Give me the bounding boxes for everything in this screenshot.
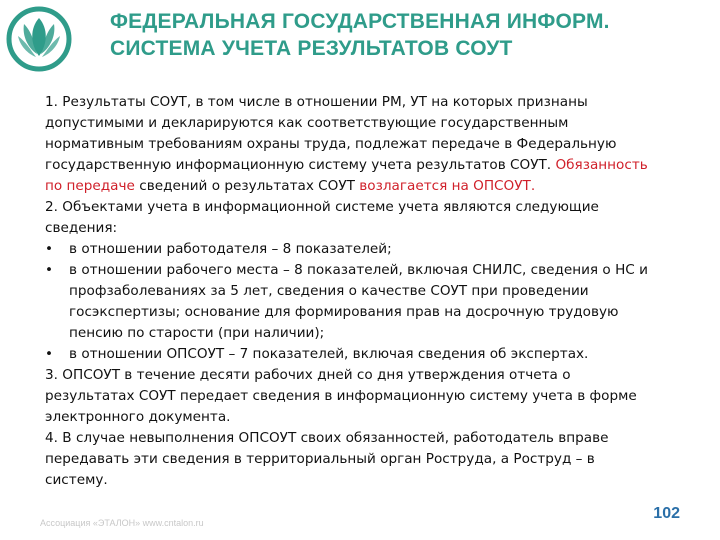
- list-item: [45, 344, 685, 365]
- page-number: 102: [653, 505, 680, 522]
- text-line: передавать эти сведения в территориальный орган Роструда, а Роструд – в: [45, 451, 595, 467]
- text-line: результатах СОУТ передает сведения в информационную систему учета в форме: [45, 388, 637, 404]
- text-line: допустимыми и декларируются как соответствующие государственным: [45, 115, 569, 131]
- bullet-icon: •: [45, 241, 54, 257]
- slide-header: [0, 0, 720, 78]
- list-item-text: в отношении ОПСОУТ – 7 показателей, включая сведения об экспертах.: [69, 346, 589, 362]
- footer-organization: Ассоциация «ЭТАЛОН» www.cntalon.ru: [40, 518, 204, 528]
- text-line: [45, 176, 685, 197]
- text-line: сведения:: [45, 220, 118, 236]
- highlighted-text: Обязанность: [555, 157, 648, 173]
- bullet-icon: •: [45, 346, 54, 362]
- text-fragment: государственную информационную систему учета результатов СОУТ.: [45, 157, 556, 173]
- text-line: 4. В случае невыполнения ОПСОУТ своих обязанностей, работодатель вправе: [45, 430, 609, 446]
- ring-leaf-logo-icon: [6, 6, 72, 72]
- text-line: 3. ОПСОУТ в течение десяти рабочих дней со дня утверждения отчета о: [45, 367, 571, 383]
- list-item-continuation: госэкспертизы; основание для формирования прав на досрочную трудовую: [69, 304, 619, 320]
- text-line: систему.: [45, 472, 108, 488]
- text-fragment: сведений о результатах СОУТ: [134, 178, 360, 194]
- title-line-2: СИСТЕМА УЧЕТА РЕЗУЛЬТАТОВ СОУТ: [110, 37, 513, 60]
- slide-title: [110, 8, 710, 62]
- text-line: 1. Результаты СОУТ, в том числе в отношении РМ, УТ на которых признаны: [45, 94, 588, 110]
- text-line: [45, 155, 685, 176]
- highlighted-text: по передаче: [45, 178, 135, 194]
- text-line: нормативным требованиям охраны труда, подлежат передаче в Федеральную: [45, 136, 617, 152]
- list-item-text: в отношении рабочего места – 8 показателей, включая СНИЛС, сведения о НС и: [69, 262, 648, 278]
- list-item-continuation: профзаболеваниях за 5 лет, сведения о качестве СОУТ при проведении: [69, 283, 589, 299]
- slide-body: [45, 92, 685, 491]
- list-item: [45, 239, 685, 260]
- highlighted-text: возлагается на ОПСОУТ.: [359, 178, 536, 194]
- bullet-icon: •: [45, 262, 54, 278]
- list-item: [45, 260, 685, 281]
- list-item-text: в отношении работодателя – 8 показателей;: [69, 241, 392, 257]
- list-item-continuation: пенсию по старости (при наличии);: [69, 325, 325, 341]
- text-line: электронного документа.: [45, 409, 231, 425]
- title-line-1: ФЕДЕРАЛЬНАЯ ГОСУДАРСТВЕННАЯ ИНФОРМ.: [110, 10, 610, 33]
- text-line: 2. Объектами учета в информационной системе учета являются следующие: [45, 199, 599, 215]
